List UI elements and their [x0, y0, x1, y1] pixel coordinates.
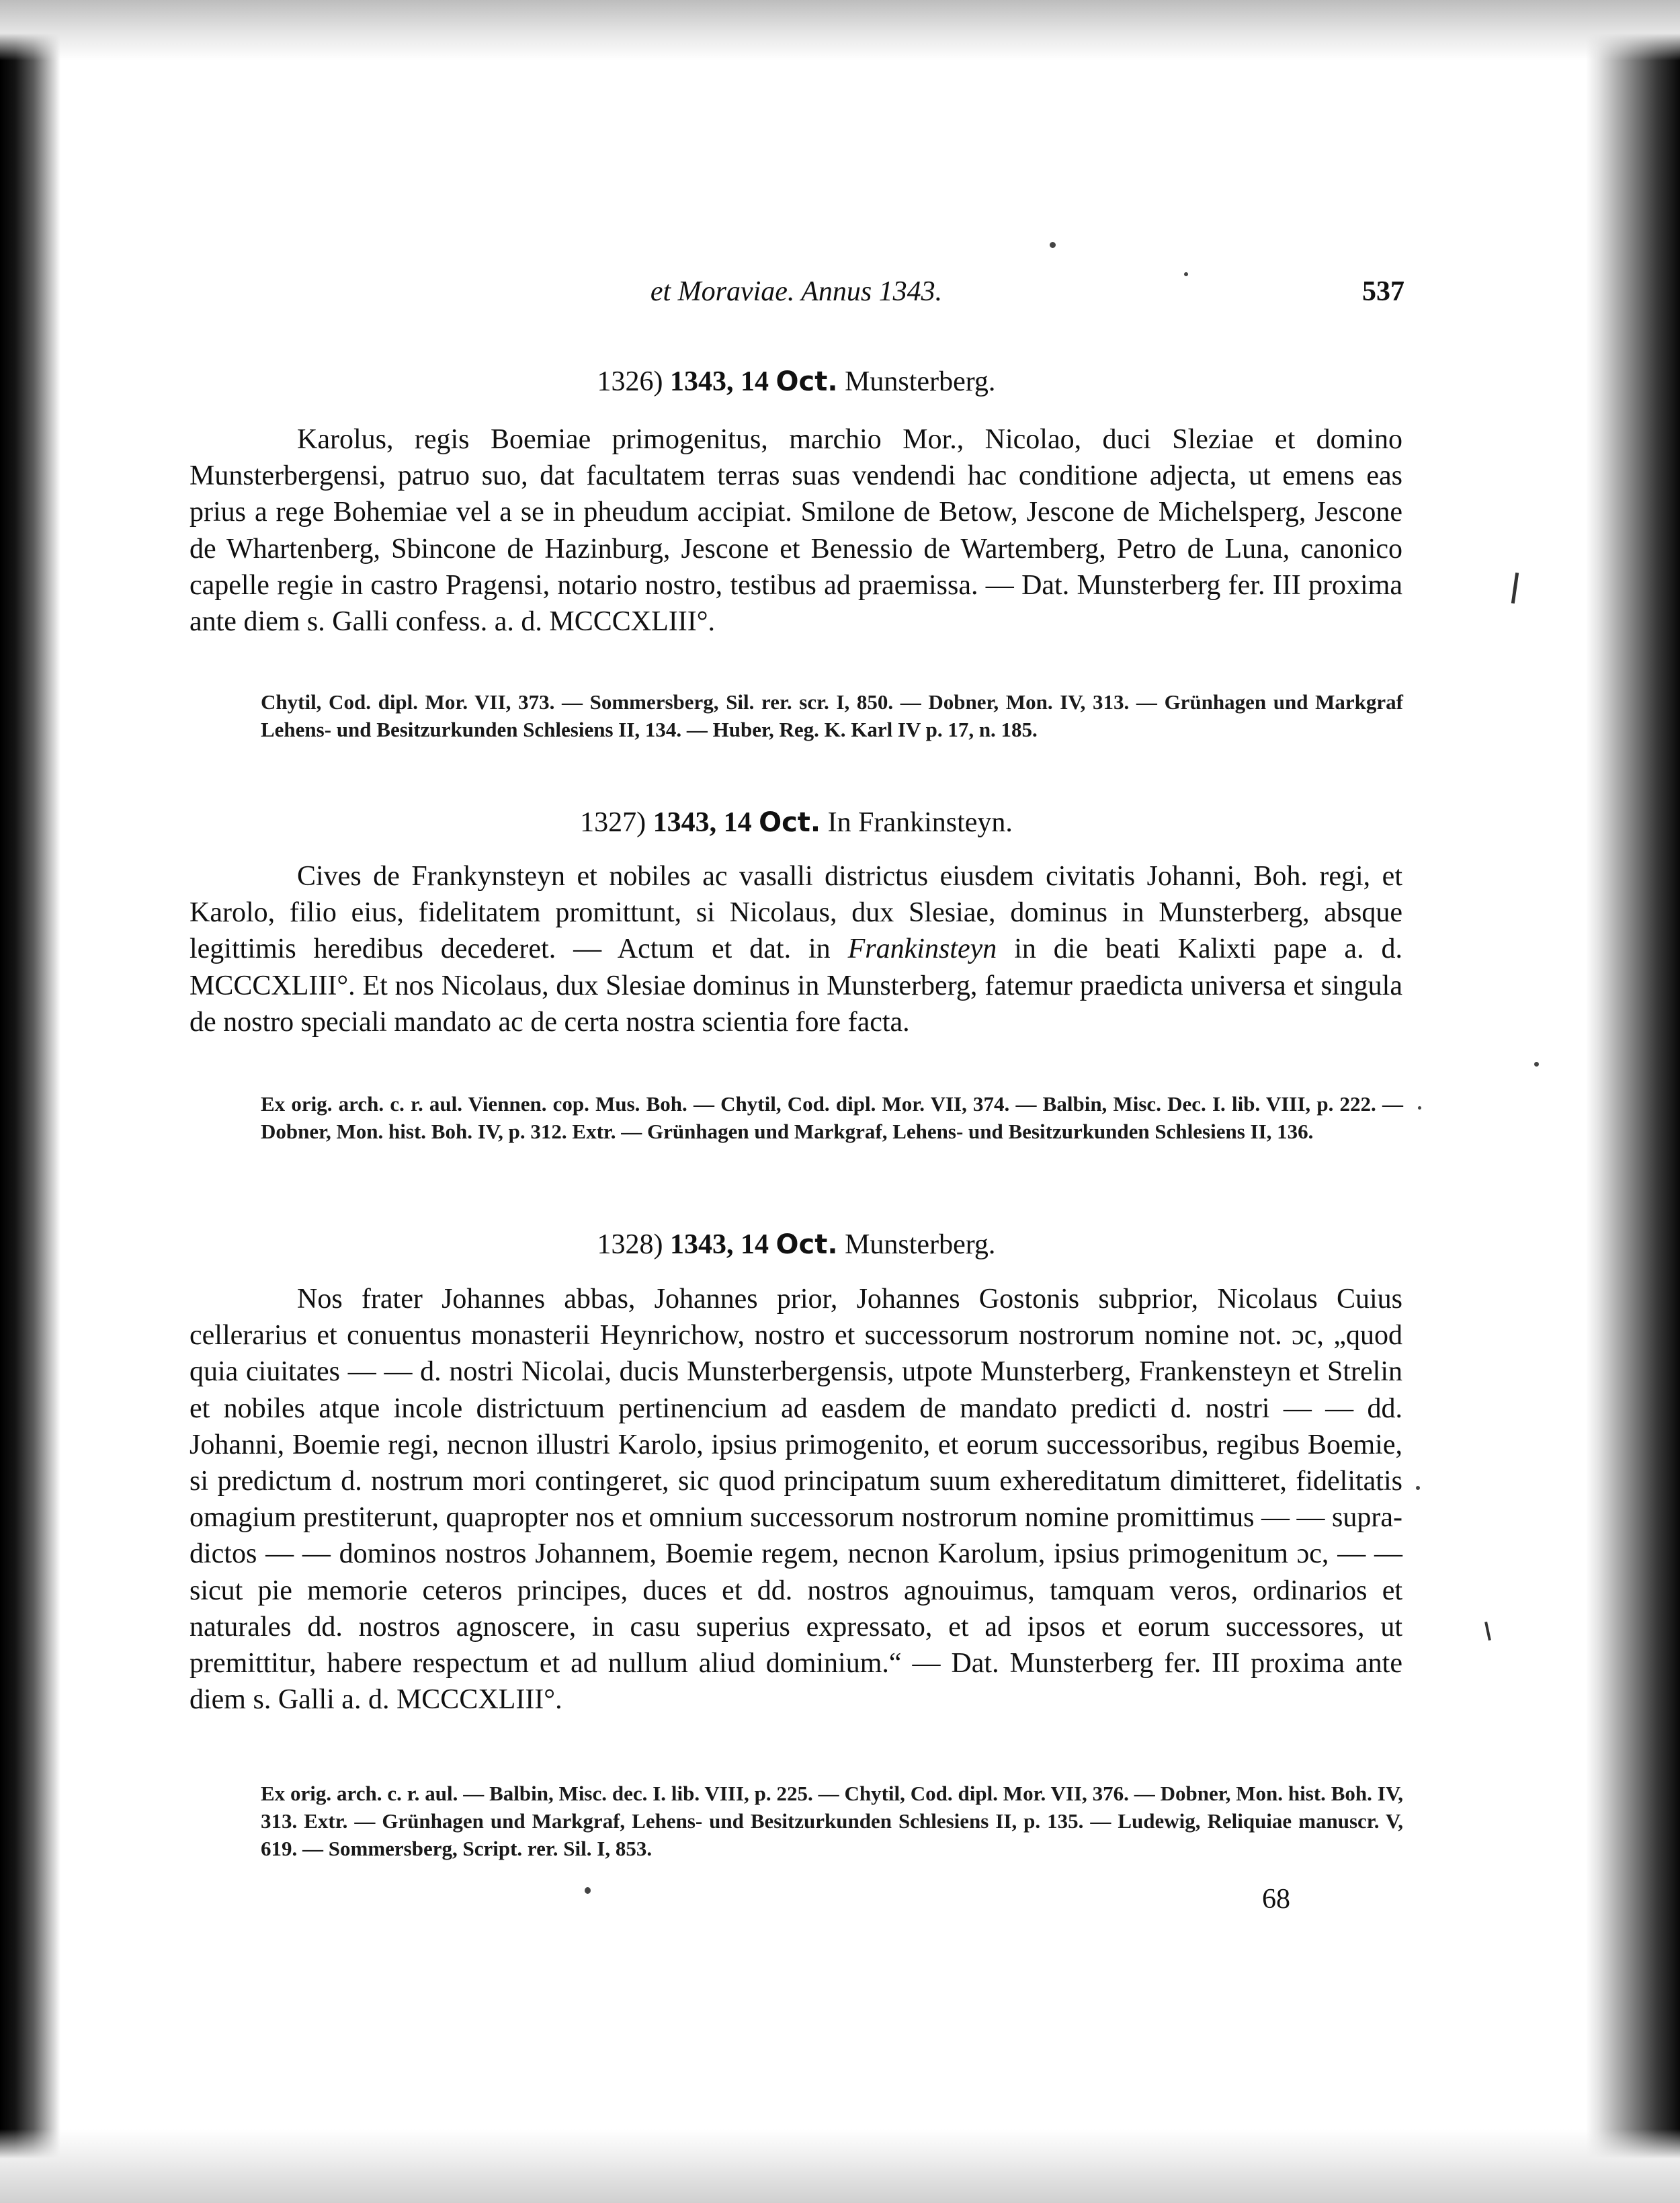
margin-mark — [1484, 1622, 1491, 1640]
entry-date: 1343, 14 — [653, 807, 752, 838]
entry-place: In Frankinsteyn. — [827, 807, 1013, 838]
entry-date: 1343, 14 — [670, 366, 769, 397]
entry-text — [190, 858, 1402, 1040]
page-number: 537 — [1362, 276, 1404, 307]
signature-mark: 68 — [1262, 1884, 1290, 1915]
margin-mark — [1511, 573, 1519, 604]
scan-right-edge — [1586, 0, 1680, 2203]
entry-number: 1326) — [597, 366, 663, 397]
entry-sources: Ex orig. arch. c. r. aul. Viennen. cop. Mus. Boh. — Chytil, Cod. dipl. Mor. VII, 374. — Balbin, Misc. Dec. I. lib. VIII, p. 222. — Dobner, Mon. hist. Boh. IV, p. 312. Extr. — Grünhagen und Markgraf, Lehens- und Besitzurkunden Schlesiens II, 136. — [261, 1092, 1403, 1143]
entry-heading — [188, 804, 1404, 841]
entry-text: Karolus, regis Boemiae primogenitus, marchio Mor., Nicolao, duci Sleziae et domino Munsterbergensi, patruo suo, dat facultatem terras suas vendendi hac conditione adjecta, ut emens eas prius a rege Bohemiae vel a se in pheudum accipiat. Smilone de Betow, Jescone de Michelsperg, Jescone de Whartenberg, Sbincone de Hazinburg, Jescone et Benessio de Wartemberg, Petro de Luna, canonico capelle regie in castro Pragensi, notario nostro, testibus ad praemissa. — Dat. Munsterberg fer. III proxima ante diem s. Galli confess. a. d. MCCCXLIII°. — [190, 424, 1402, 638]
entry-place: Munsterberg. — [845, 366, 996, 397]
scan-speck — [1416, 1486, 1420, 1490]
running-title: et Moraviae. Annus 1343. — [650, 276, 943, 307]
entry-heading — [188, 363, 1404, 401]
entry-sources: Chytil, Cod. dipl. Mor. VII, 373. — Sommersberg, Sil. rer. scr. I, 850. — Dobner, Mon. IV, 313. — Grünhagen und Markgraf Lehens- und Besitzurkunden Schlesiens II, 134. — Huber, Reg. K. Karl IV p. 17, n. 185. — [261, 690, 1403, 741]
page-header — [188, 276, 1404, 323]
entry-place: Munsterberg. — [845, 1229, 996, 1260]
scan-speck — [1534, 1062, 1539, 1067]
scan-speck — [1418, 1106, 1421, 1110]
entry-text-part: in die beati Kalixti pape a. d. MCCCXLIII°. Et nos Nicolaus, dux Slesiae dominus in Munsterberg, fatemur praedicta universa et singula de nostro speciali mandato ac de certa nostra scientia fore facta. — [190, 933, 1403, 1038]
scan-speck — [585, 1887, 591, 1894]
entry-month: Oct. — [775, 1229, 838, 1260]
entry-sources: Ex orig. arch. c. r. aul. — Balbin, Misc. dec. I. lib. VIII, p. 225. — Chytil, Cod. dipl. Mor. VII, 376. — Dobner, Mon. hist. Boh. IV, 313. Extr. — Grünhagen und Markgraf, Lehens- und Besitzurkunden Schlesiens II, p. 135. — Ludewig, Reliquiae manuscr. V, 619. — Sommersberg, Script. rer. Sil. I, 853. — [261, 1782, 1403, 1860]
entry-text-part: Cives de Frankynsteyn et nobiles ac vasalli districtus eiusdem civitatis Johanni, Boh. regi, et Karolo, filio eius, fidelitatem promittunt, si Nicolaus, dux Slesiae, dominus in Munsterberg, absque legittimis heredibus decederet. — Actum et dat. in — [190, 861, 1402, 965]
entry-number: 1328) — [597, 1229, 663, 1260]
scan-speck — [1050, 242, 1056, 248]
scan-bottom-shade — [0, 2129, 1680, 2203]
entry-month: Oct. — [759, 807, 821, 838]
scan-left-edge — [0, 0, 60, 2203]
entry-text: Nos frater Johannes abbas, Johannes prior, Johannes Gostonis subprior, Nicolaus Cuius cellerarius et conuentus monasterii Heynrichow, nostro et successorum nostrorum nomine not. ɔc, „quod quia ciuitates — — d. nostri Nicolai, ducis Munsterbergensis, utpote Munsterberg, Frankensteyn et Strelin et nobiles atque incole districtuum pertinencium ad easdem de mandato predicti d. nostri — — dd. Johanni, Boemie regi, necnon illustri Karolo, ipsius primogenito, et eorum successoribus, regibus Boemie, si predictum d. nostrum mori contingeret, sic quod principatum suum exhereditatum dimitteret, fidelitatis omagium prestiterunt, quapropter nos et omnium successorum nostrorum nomine promittimus — — supradictos — — dominos nostros Johannem, Boemie regem, necnon Karolum, ipsius primogenitum ɔc, — — sicut pie memorie ceteros principes, duces et dd. nostros agnouimus, tamquam veros, ordinarios et naturales dd. nostros agnoscere, in casu superius expressato, et ad ipsos et eorum successores, ut premittitur, habere respectum et ad nullum aliud dominium.“ — Dat. Munsterberg fer. III proxima ante diem s. Galli a. d. MCCCXLIII°. — [190, 1284, 1402, 1716]
entry-month: Oct. — [775, 366, 838, 397]
entry-heading — [188, 1226, 1404, 1263]
entry-text-place: Frankinsteyn — [847, 933, 997, 965]
entry-date: 1343, 14 — [670, 1229, 769, 1260]
scan-top-shade — [0, 0, 1680, 60]
entry-number: 1327) — [580, 807, 646, 838]
